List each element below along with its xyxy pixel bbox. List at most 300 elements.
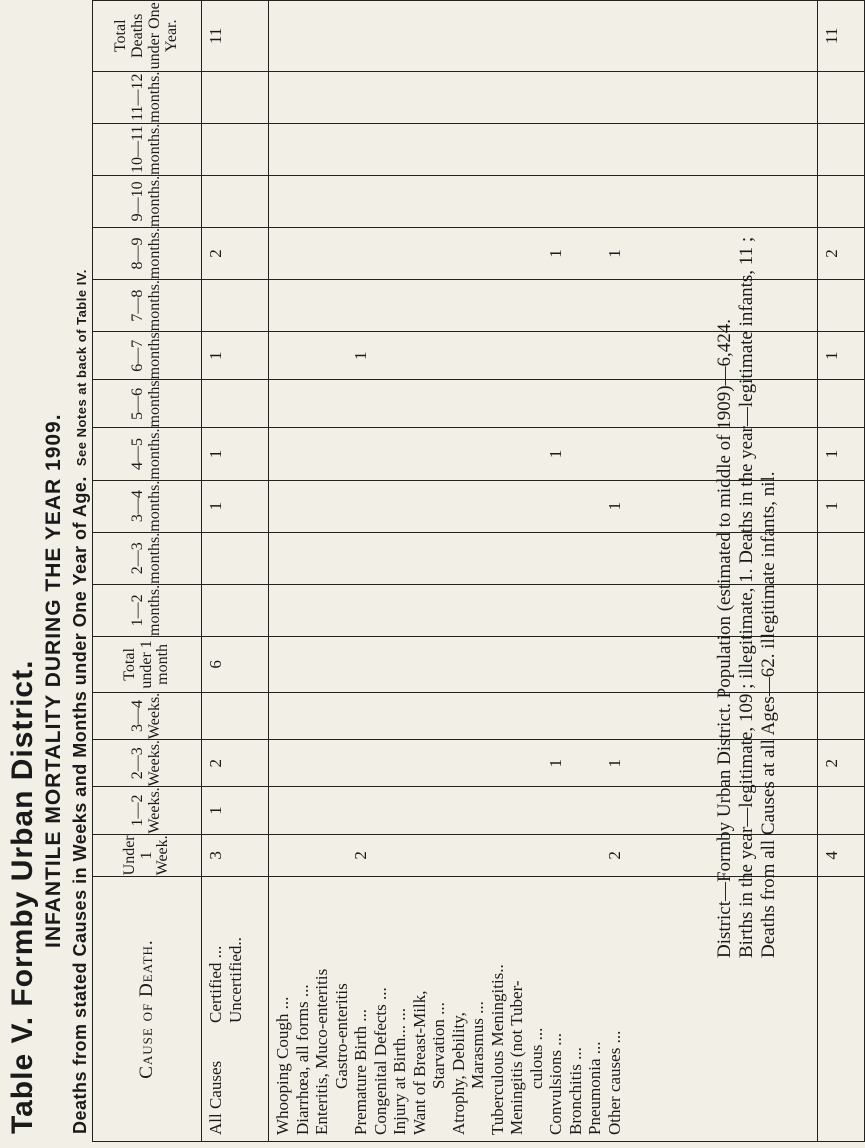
cause-label: culous ... (526, 1027, 546, 1089)
cause-value (527, 380, 547, 427)
cause-value (312, 787, 332, 833)
cause-value (546, 124, 566, 175)
uncertified-value (226, 740, 246, 786)
cause-value (312, 835, 332, 877)
uncertified-value (226, 787, 246, 833)
totals-label-cell (818, 877, 865, 1142)
cause-value (273, 72, 293, 123)
header-row (93, 1, 202, 1142)
cause-value (507, 693, 527, 739)
cause-value (429, 176, 449, 227)
cause-value (312, 72, 332, 123)
cause-value (488, 533, 508, 584)
certified-value: 1 (206, 351, 225, 361)
cause-value (371, 585, 391, 636)
cause-value (449, 693, 469, 739)
cause-label: Gastro-enteritis (331, 983, 351, 1089)
cause-value (273, 428, 293, 479)
cause-value (351, 228, 371, 279)
table-caption (70, 269, 91, 1134)
cause-value (371, 380, 391, 427)
cause-value (293, 637, 313, 692)
cause-value (273, 124, 293, 175)
cause-value (273, 787, 293, 833)
uncertified-value (226, 380, 246, 427)
uncertified-value (226, 124, 246, 175)
cause-value: 2 (351, 851, 370, 860)
total-value: 1 (818, 332, 865, 380)
cause-value (585, 332, 605, 379)
cause-value (332, 481, 352, 532)
header-col-total: Total Deaths under One Year. (93, 1, 202, 72)
cause-value (605, 693, 625, 739)
cause-value (371, 637, 391, 692)
certified-value: 1 (206, 501, 225, 511)
cause-value (410, 228, 430, 279)
certified-value (206, 585, 226, 636)
header-col: 7—8 months. (93, 280, 202, 332)
cause-value (468, 787, 488, 833)
cause-value (332, 228, 352, 279)
cause-value (527, 693, 547, 739)
cause-value (449, 787, 469, 833)
cause-value (429, 1, 449, 71)
cause-value (332, 380, 352, 427)
caption-text: Deaths from stated Causes in Weeks and Months under One Year of Age. (70, 476, 90, 1134)
cause-value (332, 835, 352, 877)
cause-value (351, 637, 371, 692)
cause-value (429, 637, 449, 692)
uncertified-value (226, 835, 246, 877)
cause-value (449, 428, 469, 479)
cause-value (293, 1, 313, 71)
cause-value (351, 380, 371, 427)
cause-label: Starvation ... (429, 1002, 448, 1089)
header-col: 1—2 months. (93, 584, 202, 636)
cause-label: Other causes ... (604, 1030, 624, 1135)
cause-value (390, 481, 410, 532)
cause-value (332, 72, 352, 123)
cause-value (566, 72, 586, 123)
cause-value (371, 693, 391, 739)
cause-value (566, 740, 586, 786)
cause-value (527, 787, 547, 833)
certified-value: 1 (206, 806, 225, 815)
cause-value (410, 835, 430, 877)
cause-value (390, 693, 410, 739)
cause-value (390, 787, 410, 833)
cause-value (351, 280, 371, 331)
cause-value (390, 1, 410, 71)
cause-value (468, 740, 488, 786)
total-value (818, 532, 865, 584)
certified-value: 11 (206, 27, 225, 44)
cause-value (293, 585, 313, 636)
cause-value (585, 740, 605, 786)
cause-value (468, 280, 488, 331)
cause-value (585, 280, 605, 331)
cause-value (468, 72, 488, 123)
certified-value: 2 (206, 249, 225, 258)
cause-value (488, 380, 508, 427)
cause-value (527, 585, 547, 636)
total-value (818, 692, 865, 739)
cause-value (566, 1, 586, 71)
cause-label: Whooping Cough ... (273, 996, 292, 1135)
cause-value (390, 585, 410, 636)
all-causes-cell (202, 332, 269, 380)
cause-value: 2 (604, 851, 624, 860)
cause-value (566, 637, 586, 692)
cause-value (410, 176, 430, 227)
cause-value (488, 1, 508, 71)
cause-value (332, 585, 352, 636)
cause-value (410, 740, 430, 786)
cause-value (351, 481, 371, 532)
cause-value (429, 428, 449, 479)
uncertified-value (226, 176, 246, 227)
cause-value (351, 428, 371, 479)
cause-value (371, 332, 391, 379)
cause-value (468, 228, 488, 279)
cause-value (449, 380, 469, 427)
cause-value (566, 693, 586, 739)
all-causes-cell (202, 787, 269, 834)
cause-value (488, 585, 508, 636)
cause-value: 1 (604, 249, 624, 258)
cause-value (605, 176, 625, 227)
total-value (818, 787, 865, 834)
cause-value (449, 1, 469, 71)
cause-value (429, 740, 449, 786)
all-causes-cell (202, 584, 269, 636)
totals-row (818, 1, 865, 1142)
cause-value (293, 176, 313, 227)
cause-value (371, 280, 391, 331)
cause-value (605, 787, 625, 833)
all-causes-cell (202, 834, 269, 877)
cause-label: Injury at Birth... ... (390, 1007, 409, 1135)
cause-value (410, 787, 430, 833)
cause-value (273, 228, 293, 279)
cause-label: Atrophy, Debility, (448, 1012, 468, 1135)
cause-value (312, 124, 332, 175)
cause-value (507, 787, 527, 833)
certified-value: 3 (206, 851, 225, 860)
cause-value (546, 1, 566, 71)
header-col: 2—3 months. (93, 532, 202, 584)
uncertified-value (226, 228, 246, 279)
cause-value: 1 (351, 351, 370, 361)
cause-value (527, 176, 547, 227)
cause-label: Pneumonia ... (585, 1041, 604, 1135)
all-causes-cell (202, 175, 269, 227)
cause-value (429, 228, 449, 279)
total-value (818, 71, 865, 123)
total-value: 2 (818, 227, 865, 279)
cause-value (566, 332, 586, 379)
cause-value (468, 332, 488, 379)
cause-value (468, 124, 488, 175)
cause-value (332, 1, 352, 71)
cause-value (468, 585, 488, 636)
cause-value (293, 787, 313, 833)
total-value: 1 (818, 480, 865, 532)
cause-label: Congenital Defects ... (370, 987, 390, 1135)
cause-value (566, 428, 586, 479)
cause-value (585, 481, 605, 532)
cause-value (507, 1, 527, 71)
cause-value (566, 228, 586, 279)
cause-label: Diarrhœa, all forms ... (292, 984, 312, 1135)
cause-value (273, 481, 293, 532)
cause-value (390, 637, 410, 692)
cause-value (312, 1, 332, 71)
cause-value (312, 176, 332, 227)
cause-value (429, 787, 449, 833)
cause-value (449, 72, 469, 123)
cause-value (488, 228, 508, 279)
header-col: 10—11 months. (93, 123, 202, 175)
cause-value (273, 280, 293, 331)
cause-value: 1 (546, 758, 565, 768)
cause-value (449, 740, 469, 786)
cause-value (410, 380, 430, 427)
cause-value (390, 72, 410, 123)
cause-value (546, 280, 566, 331)
cause-value (351, 740, 371, 786)
certified-value: 1 (206, 449, 225, 459)
cause-value (527, 72, 547, 123)
cause-value (390, 740, 410, 786)
footer-births: Births in the year—legitimate, 109 ; illegitimate, 1. Deaths in the year—legitimate infants, 11 ; (736, 236, 757, 958)
all-causes-row (202, 1, 269, 1142)
uncertified-value (226, 332, 246, 379)
uncertified-value (226, 428, 246, 479)
uncertified-value (226, 481, 246, 532)
cause-value (351, 72, 371, 123)
footer-deaths: Deaths from all Causes at all Ages—62. illegitimate infants, nil. (758, 471, 779, 958)
cause-value (488, 176, 508, 227)
cause-value (566, 533, 586, 584)
cause-value (312, 228, 332, 279)
cause-value (546, 176, 566, 227)
cause-value (293, 481, 313, 532)
cause-values-cell (269, 1, 818, 72)
cause-value (449, 835, 469, 877)
cause-value (468, 428, 488, 479)
cause-value (312, 428, 332, 479)
total-value: 11 (818, 1, 865, 72)
total-value: 2 (818, 740, 865, 787)
cause-value (527, 332, 547, 379)
cause-value (390, 280, 410, 331)
cause-values-cell (269, 71, 818, 123)
cause-value (468, 533, 488, 584)
cause-value (507, 332, 527, 379)
cause-value (371, 428, 391, 479)
certified-value (206, 124, 226, 175)
cause-value (371, 72, 391, 123)
cause-value (293, 332, 313, 379)
certified-value (206, 176, 226, 227)
cause-values-cell (269, 123, 818, 175)
certified-value (206, 380, 226, 427)
cause-value (332, 637, 352, 692)
cause-value (585, 428, 605, 479)
cause-value (429, 332, 449, 379)
cause-value (371, 176, 391, 227)
cause-value (312, 693, 332, 739)
all-causes-label: All Causes (206, 1060, 225, 1135)
all-causes-cell (202, 740, 269, 787)
cause-value (410, 481, 430, 532)
cause-value (429, 585, 449, 636)
total-value (818, 584, 865, 636)
cause-value (585, 693, 605, 739)
uncertified-value (226, 280, 246, 331)
cause-value (351, 1, 371, 71)
cause-value (605, 585, 625, 636)
cause-label: Marasmus ... (468, 1001, 487, 1089)
cause-value (605, 280, 625, 331)
cause-value (546, 787, 566, 833)
cause-value (566, 585, 586, 636)
cause-value (410, 124, 430, 175)
cause-value (410, 693, 430, 739)
cause-value (468, 693, 488, 739)
cause-value (351, 693, 371, 739)
total-value: 1 (818, 428, 865, 480)
header-cause: Cause of Death. (93, 877, 202, 1142)
caption-note: See Notes at back of Table IV. (74, 269, 89, 467)
cause-value (371, 533, 391, 584)
cause-value (527, 428, 547, 479)
cause-value (507, 176, 527, 227)
cause-value (527, 481, 547, 532)
cause-value (273, 380, 293, 427)
total-value: 4 (818, 834, 865, 877)
cause-value (585, 176, 605, 227)
cause-value (546, 481, 566, 532)
certified-label: Certified ... (206, 945, 225, 1023)
uncertified-label: Uncertified.. (225, 937, 245, 1023)
uncertified-value (226, 1, 246, 71)
cause-value (546, 332, 566, 379)
cause-value (449, 585, 469, 636)
cause-value (332, 533, 352, 584)
uncertified-value (226, 637, 246, 692)
cause-value (566, 280, 586, 331)
cause-value (488, 693, 508, 739)
cause-value (390, 332, 410, 379)
cause-value (507, 280, 527, 331)
cause-value (566, 176, 586, 227)
cause-value (273, 332, 293, 379)
cause-value (585, 585, 605, 636)
cause-value (488, 740, 508, 786)
cause-value (507, 637, 527, 692)
cause-value (527, 124, 547, 175)
cause-value (312, 481, 332, 532)
header-col: Under 1 Week. (93, 834, 202, 877)
cause-value (546, 637, 566, 692)
cause-value (293, 280, 313, 331)
cause-value (546, 533, 566, 584)
cause-value (507, 585, 527, 636)
cause-value (312, 740, 332, 786)
cause-value (371, 1, 391, 71)
cause-value (507, 481, 527, 532)
cause-value (351, 787, 371, 833)
cause-value: 1 (604, 758, 624, 768)
cause-value (468, 1, 488, 71)
cause-value (371, 228, 391, 279)
cause-value (585, 533, 605, 584)
total-value (818, 636, 865, 692)
cause-value (488, 835, 508, 877)
uncertified-value (226, 72, 246, 123)
cause-value (449, 533, 469, 584)
footer-notes (714, 237, 780, 958)
cause-value (312, 585, 332, 636)
uncertified-value (226, 533, 246, 584)
cause-label: Bronchitis ... (565, 1047, 585, 1135)
total-value (818, 380, 865, 428)
cause-value (293, 693, 313, 739)
cause-value (507, 228, 527, 279)
cause-value (312, 380, 332, 427)
cause-value (488, 280, 508, 331)
uncertified-value (226, 693, 246, 739)
cause-value (312, 280, 332, 331)
cause-value (293, 533, 313, 584)
cause-value (527, 228, 547, 279)
all-causes-cell (202, 428, 269, 480)
cause-value (468, 637, 488, 692)
all-causes-cell (202, 1, 269, 72)
cause-value (468, 481, 488, 532)
cause-values-cell (269, 175, 818, 227)
cause-label: Convulsions ... (546, 1032, 565, 1135)
cause-value (605, 1, 625, 71)
cause-value (429, 124, 449, 175)
cause-value (332, 428, 352, 479)
cause-value (605, 332, 625, 379)
cause-value (332, 280, 352, 331)
cause-value (273, 835, 293, 877)
total-value (818, 175, 865, 227)
cause-value (371, 740, 391, 786)
cause-value (273, 740, 293, 786)
cause-value (449, 176, 469, 227)
cause-value (410, 533, 430, 584)
header-col: 1—2 Weeks. (93, 787, 202, 834)
cause-value (410, 280, 430, 331)
cause-value (566, 124, 586, 175)
cause-value (527, 637, 547, 692)
cause-value (527, 280, 547, 331)
cause-value (468, 176, 488, 227)
all-causes-cell (202, 480, 269, 532)
cause-value (585, 228, 605, 279)
cause-value (566, 380, 586, 427)
all-causes-cell (202, 123, 269, 175)
cause-value (390, 176, 410, 227)
header-col: 11—12 months. (93, 71, 202, 123)
total-value (818, 280, 865, 332)
cause-value (488, 637, 508, 692)
